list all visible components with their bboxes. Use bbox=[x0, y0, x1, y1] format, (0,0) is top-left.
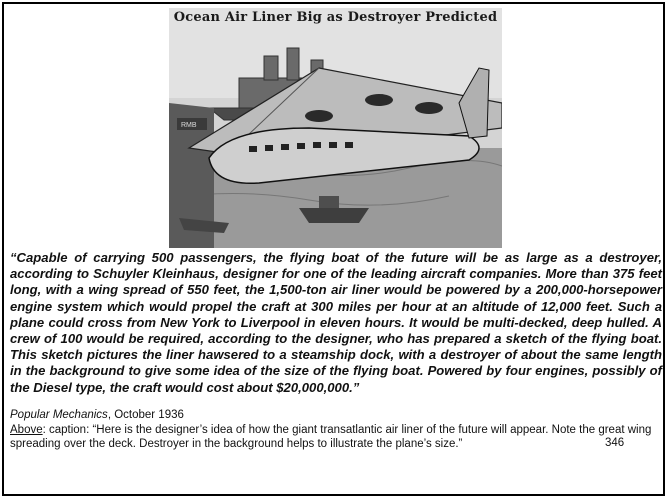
quote-text: “Capable of carrying 500 passengers, the flying boat of the future will be as large as a destroyer, according to Schuyler Kleinhaus, designer for one of the leading aircraft companies. More than 375 feet long, with a wing spread of 550 feet, the 1,500-ton air liner would be powered by a 200,000-horsepower engine system which would propel the craft at 300 miles per hour at an altitude of 12,000 feet. Such a plane could cross from New York to Liverpool in eleven hours. It would be multi-decked, deep hulled. A crew of 100 would be required, according to the designer, who has prepared a sketch of the flying boat. This sketch pictures the liner hawsered to a steamship dock, with a destroyer of about the same length in the background to give some idea of the size of the flying boat. Powered by four engines, possibly of the Diesel type, the craft would cost about $20,000,000.” bbox=[10, 250, 662, 395]
illustration-title: Ocean Air Liner Big as Destroyer Predicted bbox=[173, 10, 498, 25]
flying-boat-sketch bbox=[169, 8, 502, 248]
page-number: 346 bbox=[605, 437, 625, 449]
caption-text: : caption: “Here is the designer’s idea of how the giant transatlantic air liner of the future will appear. Note the great wing spreading over the deck. Destroyer in the background helps to illustrate the plane’s size.” bbox=[10, 424, 652, 451]
caption bbox=[10, 423, 662, 451]
boat-marking: RMB bbox=[181, 122, 197, 129]
illustration bbox=[169, 8, 502, 248]
source-line bbox=[10, 409, 184, 421]
publication-date: , October 1936 bbox=[107, 409, 184, 421]
caption-label: Above bbox=[10, 424, 43, 436]
slide-frame bbox=[2, 2, 665, 496]
publication-name: Popular Mechanics bbox=[10, 409, 108, 421]
